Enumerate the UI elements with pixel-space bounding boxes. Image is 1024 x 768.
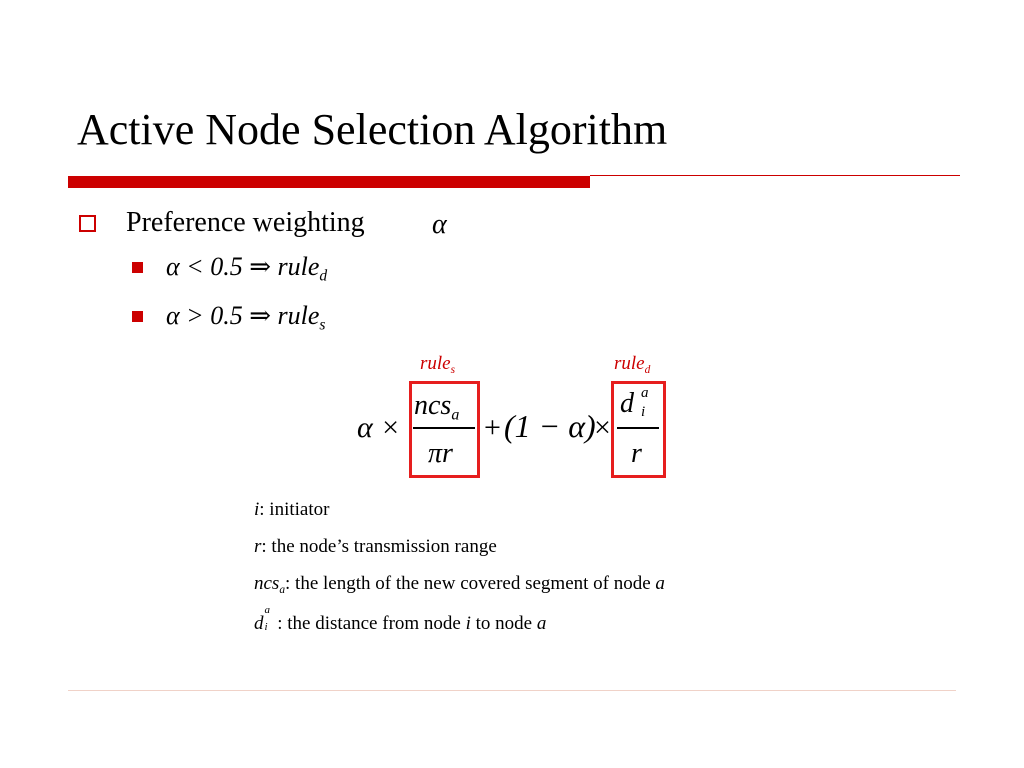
filled-square-bullet-icon (132, 262, 143, 273)
formula-subscript-i: i (641, 404, 646, 420)
formula-denominator-r: r (631, 438, 642, 469)
formula-one-minus-alpha: (1 − α) (504, 408, 596, 444)
alpha-symbol: α (432, 209, 447, 240)
formula-numerator-ncs: ncs$_a$ (414, 390, 460, 424)
fraction-bar-2 (617, 427, 659, 429)
title-underline-thick (68, 176, 590, 188)
fraction-bar-1 (413, 427, 475, 429)
formula-superscript-a: a (641, 385, 649, 401)
formula-denominator-pi-r: πr (428, 438, 453, 469)
condition-greater: α > 0.5 ⇒ (166, 301, 278, 330)
bullet-alpha-greater-than (166, 301, 325, 334)
rule-subscript: d (319, 267, 328, 285)
definition-i: i: initiator (254, 499, 330, 520)
bullet-preference-weighting: Preference weighting (126, 207, 365, 238)
formula-alpha-times: α × (357, 411, 401, 444)
condition-less: α < 0.5 ⇒ (166, 252, 278, 281)
definition-d: d a i : the distance from node i to node a (254, 604, 547, 634)
definition-ncs: ncs$_a$: the length of the new covered segment of node a (254, 573, 665, 596)
bullet-alpha-less-than (166, 252, 327, 285)
formula-plus: + (484, 411, 501, 444)
title-underline-thin (590, 175, 960, 176)
rule-name: rule (277, 301, 320, 330)
rule-subscript: s (319, 316, 326, 334)
label-rule-d: rule$_d$ (614, 353, 651, 376)
definition-r: r: the node’s transmission range (254, 536, 497, 557)
label-rule-s: rule$_s$ (420, 353, 456, 376)
hollow-square-bullet-icon (79, 215, 96, 232)
slide-title: Active Node Selection Algorithm (77, 105, 668, 154)
formula-times: × (594, 411, 611, 444)
footer-divider (68, 690, 956, 691)
formula-numerator-d: d (620, 388, 634, 419)
filled-square-bullet-icon (132, 311, 143, 322)
rule-name: rule (277, 252, 320, 281)
